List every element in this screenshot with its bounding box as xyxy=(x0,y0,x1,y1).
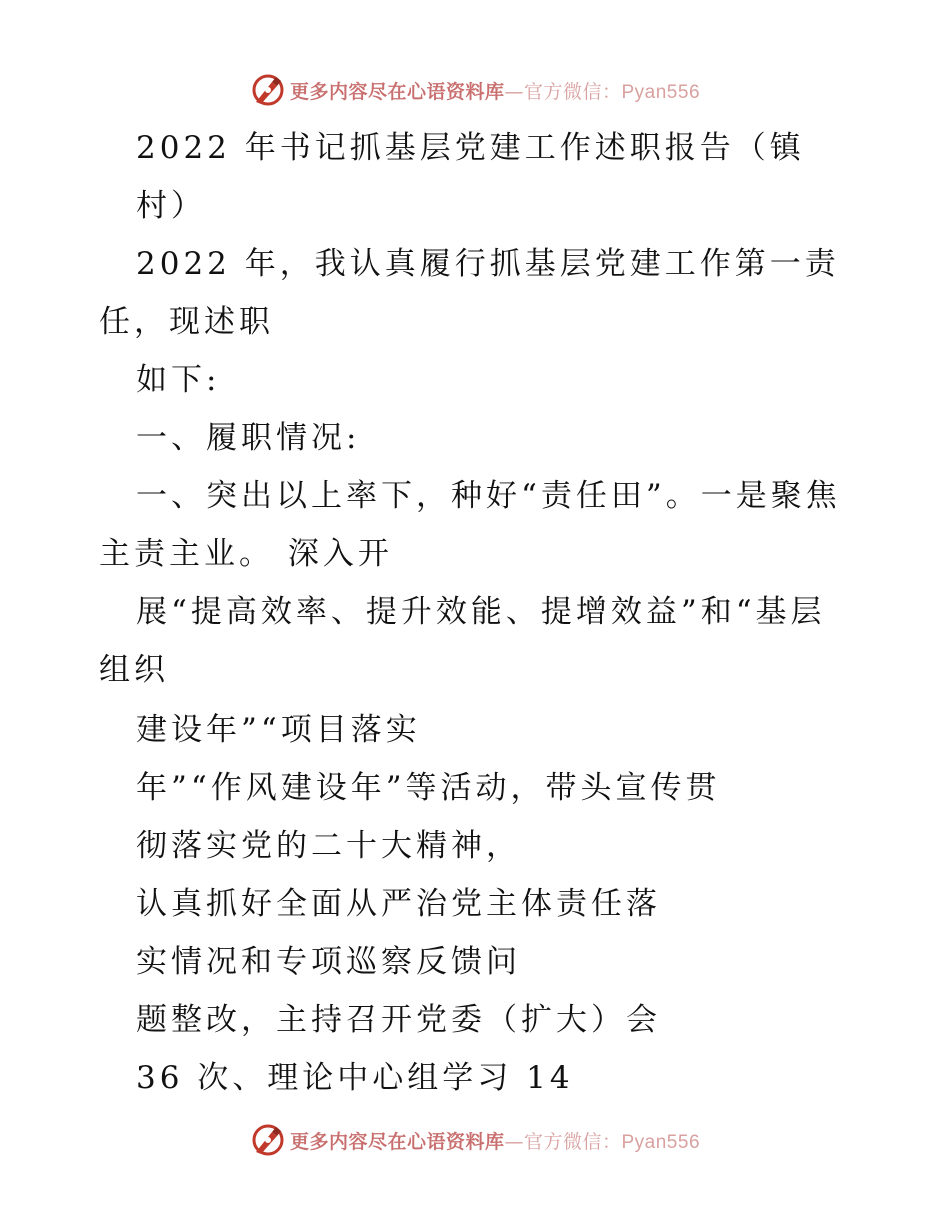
body-line: 2022 年，我认真履行抓基层党建工作第一责 xyxy=(136,246,840,282)
pen-logo-icon xyxy=(250,72,286,108)
watermark-id: Pyan556 xyxy=(621,81,701,103)
doc-title-line-2: 村） xyxy=(136,188,206,224)
body-line: 认真抓好全面从严治党主体责任落 xyxy=(136,886,661,922)
watermark-main: 更多内容尽在心语资料库 xyxy=(289,80,505,103)
watermark-sep: —官方微信： xyxy=(504,80,622,103)
body-line: 36 次、理论中心组学习 14 xyxy=(136,1060,574,1096)
body-line: 题整改，主持召开党委（扩大）会 xyxy=(136,1002,661,1038)
body-line: 主责主业。 深入开 xyxy=(99,536,393,572)
watermark-text xyxy=(290,77,700,104)
body-line: 组织 xyxy=(99,652,169,688)
watermark-text xyxy=(290,1127,700,1154)
body-line: 一、突出以上率下，种好“责任田”。一是聚焦 xyxy=(136,478,841,514)
body-line: 任，现述职 xyxy=(99,304,274,340)
header-watermark xyxy=(0,70,950,110)
doc-title-line-1: 2022 年书记抓基层党建工作述职报告（镇 xyxy=(136,130,805,166)
body-line: 年”“作风建设年”等活动，带头宣传贯 xyxy=(136,770,721,806)
body-line: 建设年”“项目落实 xyxy=(136,712,421,748)
footer-watermark xyxy=(0,1120,950,1160)
body-line: 实情况和专项巡察反馈问 xyxy=(136,944,521,980)
body-line: 彻落实党的二十大精神， xyxy=(136,828,521,864)
watermark-sep: —官方微信： xyxy=(504,1130,622,1153)
section-heading: 一、履职情况: xyxy=(136,420,361,456)
body-line: 如下: xyxy=(136,362,221,398)
body-line: 展“提高效率、提升效能、提增效益”和“基层 xyxy=(136,594,826,630)
pen-logo-icon xyxy=(250,1122,286,1158)
watermark-main: 更多内容尽在心语资料库 xyxy=(289,1130,505,1153)
watermark-id: Pyan556 xyxy=(621,1131,701,1153)
